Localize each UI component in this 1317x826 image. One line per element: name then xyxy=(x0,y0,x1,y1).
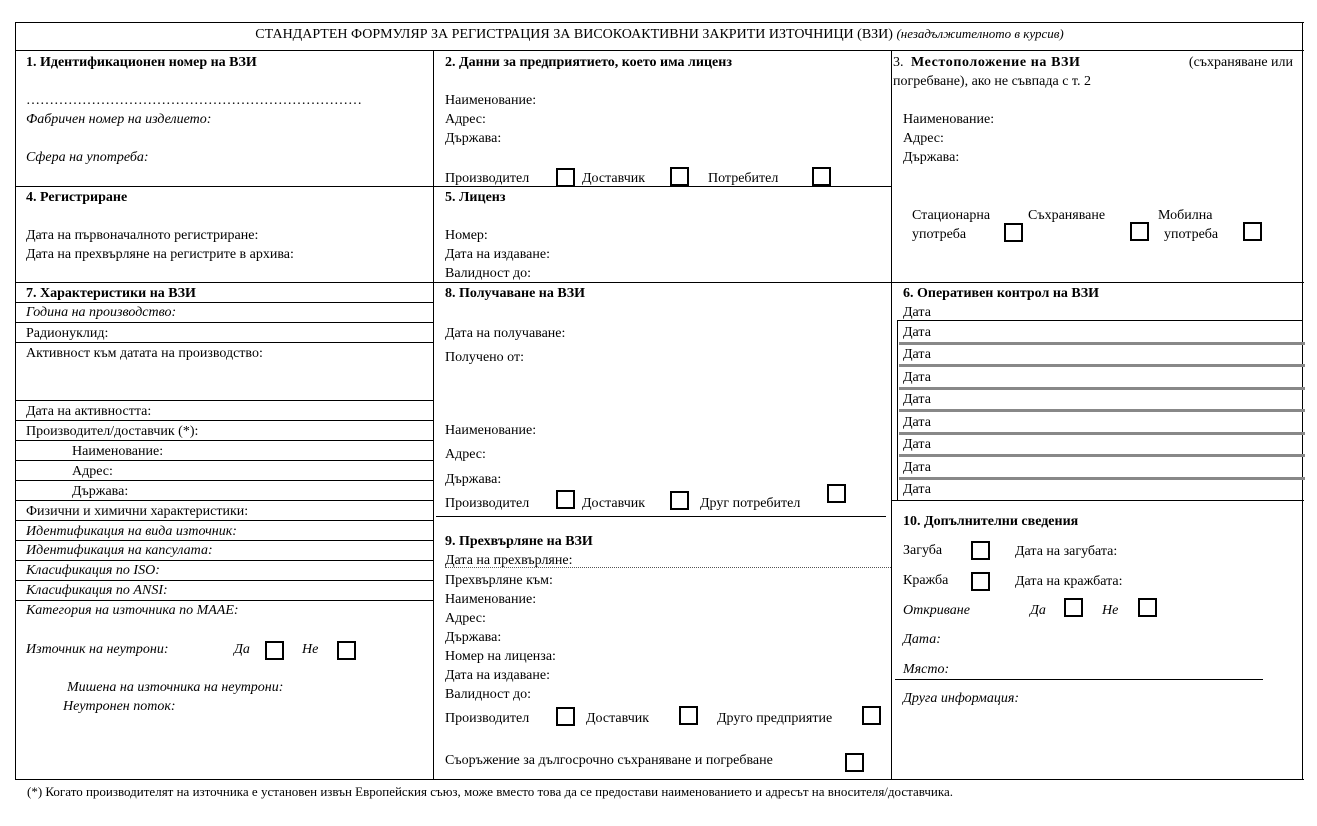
s7-ansi-label: Класификация по ANSI: xyxy=(26,583,168,598)
s9-other-company-label: Друго предприятие xyxy=(717,711,833,726)
s6-heading: 6. Оперативен контрол на ВЗИ xyxy=(903,286,1100,301)
s3-address-label: Адрес: xyxy=(903,131,944,146)
s7-iaea-label: Категория на източника по МААЕ: xyxy=(26,603,239,618)
s10-heading: 10. Допълнителни сведения xyxy=(903,514,1079,529)
s9-valid-label: Валидност до: xyxy=(445,687,531,702)
s10-discovery-label: Откриване xyxy=(903,603,970,618)
s3-heading-num: 3. xyxy=(893,55,904,70)
s3-stationary-label-2: употреба xyxy=(912,227,967,242)
s8-heading: 8. Получаване на ВЗИ xyxy=(445,286,585,301)
s7-line xyxy=(15,460,434,461)
s8-manufacturer-checkbox[interactable] xyxy=(556,490,575,509)
s7-line xyxy=(15,480,434,481)
s3-stationary-label-1: Стационарна xyxy=(912,208,991,223)
s8-address-label: Адрес: xyxy=(445,447,486,462)
s3-heading xyxy=(893,56,1293,70)
s6-date-label[interactable]: Дата xyxy=(903,482,931,497)
s7-line xyxy=(15,580,434,581)
s1-serial-label: Фабричен номер на изделието: xyxy=(26,112,212,127)
s7-line xyxy=(15,520,434,521)
s7-neutron-no-label: Не xyxy=(302,642,319,657)
s1-dotted-line[interactable]: ……………………………………………………………… xyxy=(26,94,362,108)
s6-row-line xyxy=(897,320,1303,321)
s10-theft-checkbox[interactable] xyxy=(971,572,990,591)
s6-date-label: Дата xyxy=(903,305,931,320)
s2-heading: 2. Данни за предприятието, което има лиценз xyxy=(445,55,732,70)
s7-target-label: Мишена на източника на неутрони: xyxy=(67,680,284,695)
s2-user-label: Потребител xyxy=(708,171,779,186)
s6-row-line xyxy=(899,454,1305,457)
s6-s10-divider xyxy=(891,500,1304,501)
s7-line xyxy=(15,560,434,561)
s10-place-underline xyxy=(895,679,1263,680)
s6-row-line xyxy=(899,342,1305,345)
s7-neutron-label: Източник на неутрони: xyxy=(26,642,169,657)
row-divider-1 xyxy=(15,186,892,187)
s7-name-label: Наименование: xyxy=(72,444,164,459)
s4-archive-label: Дата на прехвърляне на регистрите в архива: xyxy=(26,247,294,262)
s6-date-label[interactable]: Дата xyxy=(903,460,931,475)
s8-supplier-checkbox[interactable] xyxy=(670,491,689,510)
s8-date-label: Дата на получаване: xyxy=(445,326,566,341)
column-divider-2 xyxy=(891,50,892,780)
s10-loss-checkbox[interactable] xyxy=(971,541,990,560)
s9-manufacturer-label: Производител xyxy=(445,711,530,726)
s7-year-label: Година на производство: xyxy=(26,305,177,320)
s9-name-label: Наименование: xyxy=(445,592,537,607)
s7-line xyxy=(15,400,434,401)
s7-line xyxy=(15,302,434,303)
s7-flux-label: Неутронен поток: xyxy=(63,699,176,714)
s2-supplier-label: Доставчик xyxy=(582,171,646,186)
s7-line xyxy=(15,322,434,323)
s7-capsule-id-label: Идентификация на капсулата: xyxy=(26,543,213,558)
s7-neutron-yes-checkbox[interactable] xyxy=(265,641,284,660)
s9-facility-checkbox[interactable] xyxy=(845,753,864,772)
s7-activity-date-label: Дата на активността: xyxy=(26,404,152,419)
s6-date-label[interactable]: Дата xyxy=(903,325,931,340)
s10-place-label: Място: xyxy=(903,662,950,677)
s10-loss-date-label: Дата на загубата: xyxy=(1015,544,1118,559)
s6-row-line xyxy=(899,477,1305,480)
s8-other-user-label: Друг потребител xyxy=(700,496,801,511)
s9-manufacturer-checkbox[interactable] xyxy=(556,707,575,726)
s9-heading: 9. Прехвърляне на ВЗИ xyxy=(445,534,593,549)
s9-license-no-label: Номер на лиценза: xyxy=(445,649,556,664)
s7-line xyxy=(15,600,434,601)
s7-iso-label: Класификация по ISO: xyxy=(26,563,160,578)
s4-initial-label: Дата на първоначалното регистриране: xyxy=(26,228,259,243)
s2-manufacturer-label: Производител xyxy=(445,171,530,186)
column-divider-1 xyxy=(433,50,434,780)
s10-theft-label: Кражба xyxy=(903,573,949,588)
s9-date-underline xyxy=(445,567,891,568)
s10-discovery-no-checkbox[interactable] xyxy=(1138,598,1157,617)
s10-theft-date-label: Дата на кражбата: xyxy=(1015,574,1123,589)
s7-heading: 7. Характеристики на ВЗИ xyxy=(26,286,196,301)
s1-heading: 1. Идентификационен номер на ВЗИ xyxy=(26,55,257,70)
s3-heading-line2: погребване), ако не съвпада с т. 2 xyxy=(893,74,1091,89)
s2-address-label: Адрес: xyxy=(445,112,486,127)
s8-supplier-label: Доставчик xyxy=(582,496,646,511)
s3-mobile-checkbox[interactable] xyxy=(1243,222,1262,241)
s6-date-label[interactable]: Дата xyxy=(903,392,931,407)
s3-storage-checkbox[interactable] xyxy=(1130,222,1149,241)
s2-name-label: Наименование: xyxy=(445,93,537,108)
s7-radionuclide-label: Радионуклид: xyxy=(26,326,109,341)
s9-address-label: Адрес: xyxy=(445,611,486,626)
s1-scope-label: Сфера на употреба: xyxy=(26,150,149,165)
s7-physchem-label: Физични и химични характеристики: xyxy=(26,504,249,519)
title-separator xyxy=(15,50,1304,51)
s6-row-line xyxy=(899,387,1305,390)
s9-supplier-checkbox[interactable] xyxy=(679,706,698,725)
s10-discovery-yes-checkbox[interactable] xyxy=(1064,598,1083,617)
s9-to-label: Прехвърляне към: xyxy=(445,573,553,588)
s10-loss-label: Загуба xyxy=(903,543,943,558)
s8-country-label: Държава: xyxy=(445,472,502,487)
s7-manufacturer-label: Производител/доставчик (*): xyxy=(26,424,199,439)
s3-mobile-label-2: употреба xyxy=(1164,227,1219,242)
s9-supplier-label: Доставчик xyxy=(586,711,650,726)
frame-bottom xyxy=(15,779,1304,780)
s6-row-line xyxy=(899,364,1305,367)
s7-line xyxy=(15,500,434,501)
s8-manufacturer-label: Производител xyxy=(445,496,530,511)
s6-date-label[interactable]: Дата xyxy=(903,347,931,362)
row-divider-2 xyxy=(15,282,1304,283)
s10-other-label: Друга информация: xyxy=(903,691,1020,706)
s7-line xyxy=(15,420,434,421)
s7-line xyxy=(15,440,434,441)
s6-date-label[interactable]: Дата xyxy=(903,415,931,430)
s6-date-label[interactable]: Дата xyxy=(903,370,931,385)
s2-manufacturer-checkbox[interactable] xyxy=(556,168,575,187)
s2-supplier-checkbox[interactable] xyxy=(670,167,689,186)
s3-mobile-label-1: Мобилна xyxy=(1158,208,1213,223)
s5-valid-label: Валидност до: xyxy=(445,266,531,281)
s3-name-label: Наименование: xyxy=(903,112,995,127)
s8-name-label: Наименование: xyxy=(445,423,537,438)
footnote: (*) Когато производителят на източника е установен извън Европейския съюз, може вместо това да се предостави наименованието и адресът на вносителя/доставчика. xyxy=(27,784,954,799)
s2-user-checkbox[interactable] xyxy=(812,167,831,186)
frame-left xyxy=(15,22,16,780)
s7-line xyxy=(15,540,434,541)
s7-source-id-label: Идентификация на вида източник: xyxy=(26,524,237,539)
s10-discovery-no-label: Не xyxy=(1102,603,1119,618)
form-title-row xyxy=(15,27,1304,42)
s5-heading: 5. Лиценз xyxy=(445,190,506,205)
s3-heading-rest: (съхраняване или xyxy=(1188,55,1293,70)
s6-row-line xyxy=(899,409,1305,412)
s8-s9-divider xyxy=(436,516,886,517)
s3-storage-label: Съхраняване xyxy=(1028,208,1106,223)
s5-issued-label: Дата на издаване: xyxy=(445,247,550,262)
s9-country-label: Държава: xyxy=(445,630,502,645)
s7-country-label: Държава: xyxy=(72,484,129,499)
s2-country-label: Държава: xyxy=(445,131,502,146)
s10-discovery-yes-label: Да xyxy=(1030,603,1046,618)
s5-number-label: Номер: xyxy=(445,228,488,243)
s6-table-left xyxy=(897,320,898,500)
s4-heading: 4. Регистриране xyxy=(26,190,128,205)
s6-row-line xyxy=(899,432,1305,435)
s8-from-label: Получено от: xyxy=(445,350,524,365)
frame-right xyxy=(1302,22,1303,780)
form-title-note: (незадължителното в курсив) xyxy=(896,26,1064,41)
s8-other-user-checkbox[interactable] xyxy=(827,484,846,503)
s7-neutron-no-checkbox[interactable] xyxy=(337,641,356,660)
s9-issued-label: Дата на издаване: xyxy=(445,668,550,683)
s7-line xyxy=(15,342,434,343)
s6-date-label[interactable]: Дата xyxy=(903,437,931,452)
s3-stationary-checkbox[interactable] xyxy=(1004,223,1023,242)
s7-neutron-yes-label: Да xyxy=(234,642,250,657)
s10-date-label: Дата: xyxy=(903,632,941,647)
s9-other-company-checkbox[interactable] xyxy=(862,706,881,725)
s3-heading-bold: Местоположение на ВЗИ xyxy=(911,55,1081,70)
frame-top xyxy=(15,22,1304,23)
s7-address-label: Адрес: xyxy=(72,464,113,479)
form-title: СТАНДАРТЕН ФОРМУЛЯР ЗА РЕГИСТРАЦИЯ ЗА ВИСОКОАКТИВНИ ЗАКРИТИ ИЗТОЧНИЦИ (ВЗИ) xyxy=(255,27,893,42)
s9-facility-label: Съоръжение за дългосрочно съхраняване и погребване xyxy=(445,753,773,768)
s7-activity-label: Активност към датата на производство: xyxy=(26,346,263,361)
s9-date-label: Дата на прехвърляне: xyxy=(445,553,573,568)
s3-country-label: Държава: xyxy=(903,150,960,165)
